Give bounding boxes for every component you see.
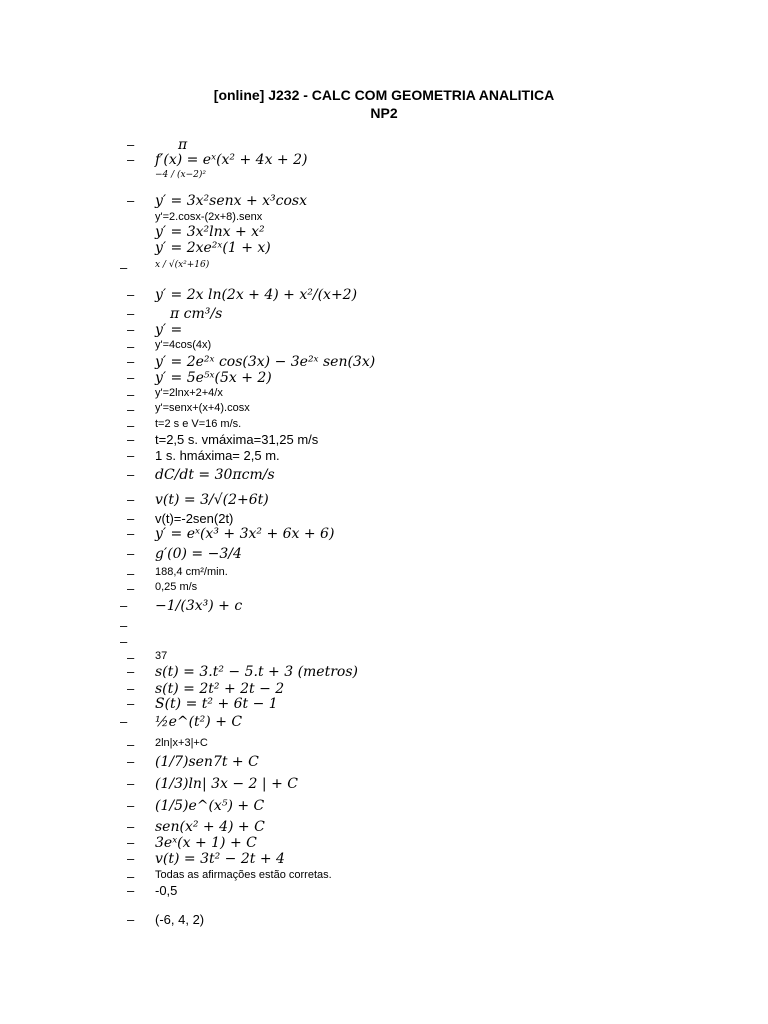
bullet-dash: – — [127, 402, 135, 417]
bullet-dash: – — [127, 681, 135, 696]
answer-text: s(t) = 2t² + 2t − 2 — [155, 681, 285, 697]
answer-text: 2ln|x+3|+C — [155, 737, 208, 749]
answer-text: y'=2lnx+2+4/x — [155, 387, 223, 399]
bullet-dash: – — [127, 664, 135, 679]
bullet-dash: – — [127, 370, 135, 385]
bullet-dash: – — [127, 418, 135, 433]
answer-text: g′(0) = −3/4 — [155, 546, 242, 562]
answer-text: 1 s. hmáxima= 2,5 m. — [155, 448, 280, 463]
answer-text: y′ = 3x²lnx + x² — [155, 224, 265, 240]
answer-text: dC/dt = 30πcm/s — [155, 467, 275, 483]
answer-text: −4 / (x−2)² — [155, 170, 206, 180]
answer-text: Todas as afirmações estão corretas. — [155, 869, 332, 881]
bullet-dash: – — [127, 152, 135, 167]
answer-text: π — [178, 137, 188, 153]
bullet-dash: – — [127, 696, 135, 711]
answer-text: v(t) = 3t² − 2t + 4 — [155, 851, 285, 867]
answer-text: f′(x) = eˣ(x² + 4x + 2) — [155, 152, 308, 168]
bullet-dash: – — [120, 618, 128, 633]
bullet-dash: – — [127, 883, 135, 898]
bullet-dash: – — [127, 851, 135, 866]
answer-text: (1/3)ln| 3x − 2 | + C — [155, 776, 298, 792]
answer-text: y'=senx+(x+4).cosx — [155, 402, 250, 414]
bullet-dash: – — [127, 354, 135, 369]
answer-text: x / √(x²+16) — [155, 260, 210, 270]
bullet-dash: – — [127, 137, 135, 152]
document-title: [online] J232 - CALC COM GEOMETRIA ANALITICA — [213, 87, 555, 103]
bullet-dash: – — [127, 835, 135, 850]
bullet-dash: – — [127, 387, 135, 402]
bullet-dash: – — [120, 634, 128, 649]
answer-text: v(t) = 3/√(2+6t) — [155, 492, 269, 508]
answer-text: 37 — [155, 650, 168, 662]
bullet-dash: – — [127, 912, 135, 927]
bullet-dash: – — [127, 754, 135, 769]
bullet-dash: – — [127, 432, 135, 447]
answer-text: y'=2.cosx-(2x+8).senx — [155, 211, 263, 223]
bullet-dash: – — [127, 306, 135, 321]
answer-text: y′ = — [155, 322, 183, 338]
document-subtitle: NP2 — [370, 105, 398, 121]
answer-text: y′ = 2x ln(2x + 4) + x²/(x+2) — [155, 287, 358, 303]
bullet-dash: – — [127, 546, 135, 561]
bullet-dash: – — [127, 869, 135, 884]
answer-text: π cm³/s — [170, 306, 223, 322]
bullet-dash: – — [127, 737, 135, 752]
answer-text: 0,25 m/s — [155, 581, 198, 593]
answer-text: t=2,5 s. vmáxima=31,25 m/s — [155, 432, 319, 447]
answer-text: y′ = 2xe²ˣ(1 + x) — [155, 240, 271, 256]
answer-text: y′ = 3x²senx + x³cosx — [155, 193, 308, 209]
answer-text: 188,4 cm²/min. — [155, 566, 228, 578]
bullet-dash: – — [127, 287, 135, 302]
answer-text: (1/5)e^(x⁵) + C — [155, 798, 265, 814]
bullet-dash: – — [127, 566, 135, 581]
answer-text: −1/(3x³) + c — [155, 598, 243, 614]
answer-text: t=2 s e V=16 m/s. — [155, 418, 242, 430]
bullet-dash: – — [127, 650, 135, 665]
bullet-dash: – — [127, 819, 135, 834]
bullet-dash: – — [120, 714, 128, 729]
answer-text: y′ = 5e⁵ˣ(5x + 2) — [155, 370, 272, 386]
answer-text: ½e^(t²) + C — [155, 714, 243, 730]
bullet-dash: – — [127, 511, 135, 526]
bullet-dash: – — [120, 260, 128, 275]
answer-text: v(t)=-2sen(2t) — [155, 511, 234, 526]
answer-text: 3eˣ(x + 1) + C — [155, 835, 257, 851]
answer-text: S(t) = t² + 6t − 1 — [155, 696, 278, 712]
answer-text: (-6, 4, 2) — [155, 912, 205, 927]
answer-text: (1/7)sen7t + C — [155, 754, 259, 770]
answer-text: y'=4cos(4x) — [155, 339, 212, 351]
bullet-dash: – — [127, 492, 135, 507]
answer-text: y′ = 2e²ˣ cos(3x) − 3e²ˣ sen(3x) — [155, 354, 376, 370]
bullet-dash: – — [127, 339, 135, 354]
bullet-dash: – — [127, 322, 135, 337]
answer-text: -0,5 — [155, 883, 178, 898]
bullet-dash: – — [127, 776, 135, 791]
answer-text: sen(x² + 4) + C — [155, 819, 265, 835]
bullet-dash: – — [127, 448, 135, 463]
bullet-dash: – — [127, 467, 135, 482]
answer-text: s(t) = 3.t² − 5.t + 3 (metros) — [155, 664, 358, 680]
bullet-dash: – — [127, 526, 135, 541]
bullet-dash: – — [120, 598, 128, 613]
bullet-dash: – — [127, 798, 135, 813]
answer-text: y′ = eˣ(x³ + 3x² + 6x + 6) — [155, 526, 335, 542]
bullet-dash: – — [127, 581, 135, 596]
bullet-dash: – — [127, 193, 135, 208]
